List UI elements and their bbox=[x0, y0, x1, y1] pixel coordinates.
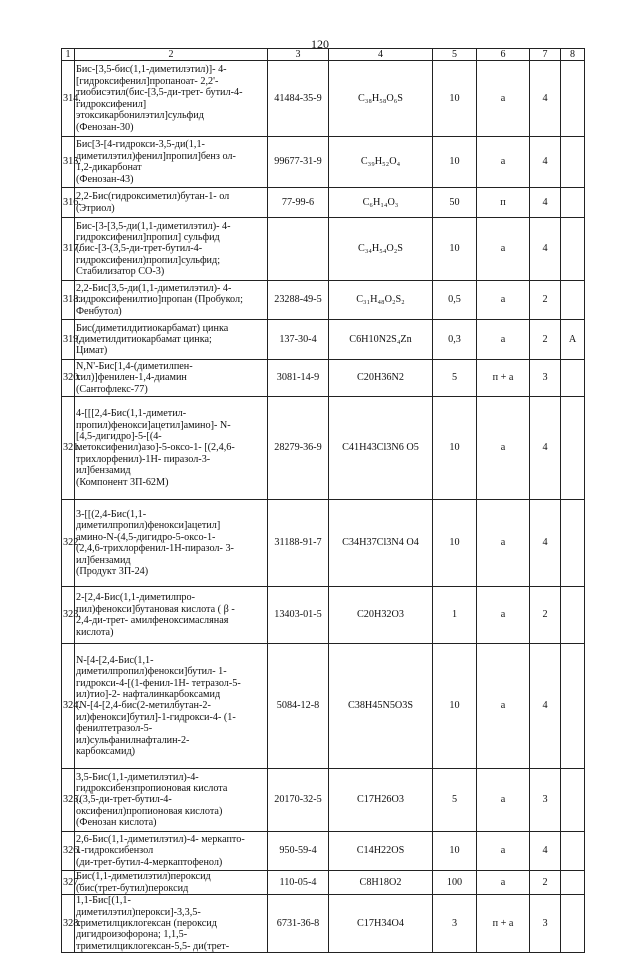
mac-value: 50 bbox=[433, 188, 477, 218]
substance-name-line: фенилтетразол-5- bbox=[76, 723, 153, 735]
row-number: 316. bbox=[62, 188, 75, 218]
substance-name-line: карбоксамид) bbox=[76, 746, 136, 758]
aggregate-state: п + а bbox=[477, 360, 530, 397]
substance-name-line: (N-[4-[2,4-бис(2-метилбутан-2- bbox=[76, 700, 211, 712]
chemical-formula: C17H26O3 bbox=[329, 769, 433, 832]
substances-table bbox=[61, 48, 585, 953]
note-mark bbox=[561, 832, 585, 871]
mac-value: 10 bbox=[433, 61, 477, 137]
aggregate-state: а bbox=[477, 644, 530, 769]
substance-name-line: ил]бензамид bbox=[76, 554, 131, 566]
chemical-formula: C₃₁H₄₈O₂S₂ bbox=[329, 281, 433, 320]
hazard-class: 3 bbox=[530, 360, 561, 397]
chemical-formula: C34H37Cl3N4 O4 bbox=[329, 500, 433, 587]
mac-value: 10 bbox=[433, 397, 477, 500]
substance-name bbox=[75, 61, 268, 137]
mac-value: 10 bbox=[433, 644, 477, 769]
chemical-formula: C20H36N2 bbox=[329, 360, 433, 397]
note-mark bbox=[561, 218, 585, 281]
note-mark bbox=[561, 137, 585, 188]
cas-number: 950-59-4 bbox=[268, 832, 329, 871]
table-row bbox=[62, 871, 585, 895]
substance-name bbox=[75, 188, 268, 218]
substance-name-line: Бис-[3-[3,5-ди(1,1-диметилэтил)- 4- bbox=[76, 220, 231, 232]
row-number: 321. bbox=[62, 397, 75, 500]
substance-name-line: трихлорфенил)-1Н- пиразол-3- bbox=[76, 453, 211, 465]
row-number: 315. bbox=[62, 137, 75, 188]
substance-name bbox=[75, 281, 268, 320]
aggregate-state: а bbox=[477, 769, 530, 832]
hazard-class: 4 bbox=[530, 218, 561, 281]
aggregate-state: п + а bbox=[477, 895, 530, 953]
substance-name-line: 2,4-ди-трет- амилфеноксимасляная bbox=[76, 615, 229, 627]
row-number: 320. bbox=[62, 360, 75, 397]
substance-name-line: 3-[[(2,4-Бис(1,1- bbox=[76, 508, 147, 520]
substance-name-line: пил)фенокси]бутановая кислота ( β - bbox=[76, 603, 235, 615]
table-row bbox=[62, 137, 585, 188]
column-number: 6 bbox=[477, 49, 530, 61]
substance-name-line: (бис-[3-(3,5-ди-трет-бутил-4- bbox=[76, 243, 203, 255]
substance-name-line: диметилэтил)фенил]пропил]бенз ол- bbox=[76, 150, 236, 162]
mac-value: 10 bbox=[433, 218, 477, 281]
hazard-class: 2 bbox=[530, 281, 561, 320]
substance-name-line: (2,4,6-трихлорфенил-1Н-пиразол- 3- bbox=[76, 543, 234, 555]
substance-name-line: 2,2-Бис(гидроксиметил)бутан-1- ол bbox=[76, 191, 230, 203]
aggregate-state: п bbox=[477, 188, 530, 218]
hazard-class: 4 bbox=[530, 61, 561, 137]
row-number: 328. bbox=[62, 895, 75, 953]
substance-name-line: гидроксибензпропионовая кислота bbox=[76, 783, 228, 795]
table-row bbox=[62, 895, 585, 953]
substance-name-line: тиобисэтил(бис-[3,5-ди-трет- бутил-4- bbox=[76, 87, 243, 99]
substance-name-line: гидроксифенил)пропил]сульфид; bbox=[76, 254, 221, 266]
substance-name-line: Цимат) bbox=[76, 345, 108, 357]
substance-name bbox=[75, 320, 268, 360]
aggregate-state: а bbox=[477, 587, 530, 644]
cas-number: 137-30-4 bbox=[268, 320, 329, 360]
mac-value: 0,3 bbox=[433, 320, 477, 360]
substance-name-line: 2,6-Бис(1,1-диметилэтил)-4- меркапто- bbox=[76, 834, 245, 846]
column-number: 5 bbox=[433, 49, 477, 61]
substance-name-line: гидроксифенилтио]пропан (Пробукол; bbox=[76, 294, 243, 306]
substance-name-line: гидроксифенил] bbox=[76, 98, 147, 110]
substance-name bbox=[75, 587, 268, 644]
chemical-formula: C6H10N2S₄Zn bbox=[329, 320, 433, 360]
substance-name-line: Стабилизатор СО-3) bbox=[76, 266, 165, 278]
table-row bbox=[62, 188, 585, 218]
note-mark: А bbox=[561, 320, 585, 360]
substance-name-line: N-[4-[2,4-Бис(1,1- bbox=[76, 654, 154, 666]
substance-name-line: Бис[3-[4-гидрокси-3,5-ди(1,1- bbox=[76, 139, 205, 151]
table-row bbox=[62, 397, 585, 500]
mac-value: 10 bbox=[433, 137, 477, 188]
hazard-class: 4 bbox=[530, 188, 561, 218]
chemical-formula: C14H22OS bbox=[329, 832, 433, 871]
aggregate-state: а bbox=[477, 500, 530, 587]
substance-name-line: Фенбутол) bbox=[76, 305, 122, 317]
substance-name-line: 2-[2,4-Бис(1,1-диметилпро- bbox=[76, 592, 195, 604]
table-row bbox=[62, 61, 585, 137]
cas-number: 77-99-6 bbox=[268, 188, 329, 218]
mac-value: 1 bbox=[433, 587, 477, 644]
chemical-formula: C₆H₁₄O₃ bbox=[329, 188, 433, 218]
substance-name bbox=[75, 644, 268, 769]
chemical-formula: C17H34O4 bbox=[329, 895, 433, 953]
cas-number: 3081-14-9 bbox=[268, 360, 329, 397]
chemical-formula: C20H32O3 bbox=[329, 587, 433, 644]
cas-number: 31188-91-7 bbox=[268, 500, 329, 587]
hazard-class: 4 bbox=[530, 500, 561, 587]
substance-name bbox=[75, 397, 268, 500]
cas-number: 5084-12-8 bbox=[268, 644, 329, 769]
note-mark bbox=[561, 61, 585, 137]
column-number: 3 bbox=[268, 49, 329, 61]
aggregate-state: а bbox=[477, 281, 530, 320]
cas-number: 20170-32-5 bbox=[268, 769, 329, 832]
mac-value: 5 bbox=[433, 769, 477, 832]
substance-name-line: N,N'-Бис[1,4-(диметилпен- bbox=[76, 361, 193, 373]
hazard-class: 4 bbox=[530, 397, 561, 500]
substance-name-line: диметилпропил)фенокси]бутил- 1- bbox=[76, 666, 227, 678]
substance-name-line: триметилциклогексан (пероксид bbox=[76, 918, 217, 930]
column-number: 4 bbox=[329, 49, 433, 61]
substance-name-line: 1-гидроксибензол bbox=[76, 845, 154, 857]
substance-name-line: ил)фенокси]бутил]-1-гидрокси-4- (1- bbox=[76, 711, 236, 723]
table-row bbox=[62, 218, 585, 281]
substance-name-line: Бис(1,1-диметилэтил)пероксид bbox=[76, 871, 211, 883]
mac-value: 0,5 bbox=[433, 281, 477, 320]
mac-value: 10 bbox=[433, 500, 477, 587]
substance-name-line: диметилпропил)фенокси]ацетил] bbox=[76, 520, 221, 532]
hazard-class: 3 bbox=[530, 895, 561, 953]
cas-number bbox=[268, 218, 329, 281]
cas-number: 28279-36-9 bbox=[268, 397, 329, 500]
aggregate-state: а bbox=[477, 218, 530, 281]
row-number: 327. bbox=[62, 871, 75, 895]
substance-name-line: (Фенозан кислота) bbox=[76, 817, 157, 829]
column-number: 1 bbox=[62, 49, 75, 61]
row-number: 317. bbox=[62, 218, 75, 281]
substance-name-line: Бис(диметилдитиокарбамат) цинка bbox=[76, 322, 229, 334]
aggregate-state: а bbox=[477, 61, 530, 137]
chemical-formula: C₃₄H₅₄O₂S bbox=[329, 218, 433, 281]
hazard-class: 2 bbox=[530, 871, 561, 895]
substance-name-line: (бис(трет-бутил)пероксид bbox=[76, 882, 189, 894]
note-mark bbox=[561, 188, 585, 218]
row-number: 319. bbox=[62, 320, 75, 360]
column-number: 8 bbox=[561, 49, 585, 61]
substance-name bbox=[75, 137, 268, 188]
substance-name-line: 3,5-Бис(1,1-диметилэтил)-4- bbox=[76, 771, 199, 783]
chemical-formula: C₃₈H₅₈O₆S bbox=[329, 61, 433, 137]
substance-name-line: гидрокси-4-[(1-фенил-1Н- тетразол-5- bbox=[76, 677, 241, 689]
note-mark bbox=[561, 769, 585, 832]
substance-name-line: (диметилдитиокарбамат цинка; bbox=[76, 333, 212, 345]
column-number: 2 bbox=[75, 49, 268, 61]
row-number: 322. bbox=[62, 500, 75, 587]
note-mark bbox=[561, 895, 585, 953]
mac-value: 3 bbox=[433, 895, 477, 953]
cas-number: 41484-35-9 bbox=[268, 61, 329, 137]
note-mark bbox=[561, 281, 585, 320]
substance-name-line: (Этриол) bbox=[76, 202, 115, 214]
table-row bbox=[62, 281, 585, 320]
substance-name-line: пропил)фенокси]ацетил]амино]- N- bbox=[76, 419, 231, 431]
note-mark bbox=[561, 397, 585, 500]
hazard-class: 3 bbox=[530, 769, 561, 832]
substance-name-line: тил)]фенилен-1,4-диамин bbox=[76, 372, 187, 384]
hazard-class: 4 bbox=[530, 832, 561, 871]
aggregate-state: а bbox=[477, 871, 530, 895]
hazard-class: 2 bbox=[530, 587, 561, 644]
aggregate-state: а bbox=[477, 397, 530, 500]
substance-name bbox=[75, 769, 268, 832]
note-mark bbox=[561, 644, 585, 769]
cas-number: 23288-49-5 bbox=[268, 281, 329, 320]
mac-value: 10 bbox=[433, 832, 477, 871]
cas-number: 13403-01-5 bbox=[268, 587, 329, 644]
substance-name bbox=[75, 832, 268, 871]
substance-name-line: метоксифенил)азо]-5-оксо-1- [(2,4,6- bbox=[76, 442, 235, 454]
hazard-class: 2 bbox=[530, 320, 561, 360]
substance-name bbox=[75, 895, 268, 953]
substance-name bbox=[75, 500, 268, 587]
aggregate-state: а bbox=[477, 832, 530, 871]
note-mark bbox=[561, 360, 585, 397]
column-number-row bbox=[62, 49, 585, 61]
substance-name-line: гидроксифенил]пропил] сульфид bbox=[76, 232, 220, 244]
substance-name-line: (Компонент 3П-62М) bbox=[76, 476, 169, 488]
mac-value: 100 bbox=[433, 871, 477, 895]
substance-name-line: кислота) bbox=[76, 626, 114, 638]
substance-name-line: (Продукт 3П-24) bbox=[76, 566, 149, 578]
mac-value: 5 bbox=[433, 360, 477, 397]
aggregate-state: а bbox=[477, 320, 530, 360]
table-row bbox=[62, 769, 585, 832]
note-mark bbox=[561, 587, 585, 644]
row-number: 314. bbox=[62, 61, 75, 137]
row-number: 318. bbox=[62, 281, 75, 320]
substance-name-line: диметилэтил)перокси]-3,3,5- bbox=[76, 906, 201, 918]
row-number: 323. bbox=[62, 587, 75, 644]
substance-name bbox=[75, 218, 268, 281]
table-row bbox=[62, 360, 585, 397]
row-number: 326. bbox=[62, 832, 75, 871]
row-number: 324. bbox=[62, 644, 75, 769]
page-number: 120 bbox=[311, 37, 329, 51]
substance-name-line: (Фенозан-30) bbox=[76, 121, 134, 133]
column-number: 7 bbox=[530, 49, 561, 61]
hazard-class: 4 bbox=[530, 644, 561, 769]
substance-name-line: 4-[[[2,4-Бис(1,1-диметил- bbox=[76, 408, 187, 420]
substance-name-line: (Фенозан-43) bbox=[76, 173, 134, 185]
substance-name-line: (Сантофлекс-77) bbox=[76, 383, 148, 395]
chemical-formula: C41H43Cl3N6 O5 bbox=[329, 397, 433, 500]
chemical-formula: C8H18O2 bbox=[329, 871, 433, 895]
substance-name-line: ил]бензамид bbox=[76, 465, 131, 477]
substance-name-line: (ди-трет-бутил-4-меркаптофенол) bbox=[76, 856, 223, 868]
note-mark bbox=[561, 500, 585, 587]
row-number: 325. bbox=[62, 769, 75, 832]
substance-name-line: ил)тио]-2- нафталинкарбоксамид bbox=[76, 689, 221, 701]
cas-number: 99677-31-9 bbox=[268, 137, 329, 188]
substance-name-line: этоксикарбонилэтил]сульфид bbox=[76, 110, 204, 122]
substance-name-line: триметилциклогексан-5,5- ди(трет- bbox=[76, 940, 230, 952]
table-row bbox=[62, 587, 585, 644]
table-row bbox=[62, 644, 585, 769]
substance-name-line: Бис-[3,5-бис(1,1-диметилэтил)]- 4- bbox=[76, 64, 227, 76]
substance-name-line: [гидроксифенил]пропаноат- 2,2'- bbox=[76, 75, 219, 87]
substance-name-line: дигидроизофорона; 1,1,5- bbox=[76, 929, 188, 941]
cas-number: 6731-36-8 bbox=[268, 895, 329, 953]
hazard-class: 4 bbox=[530, 137, 561, 188]
substance-name-line: ил)сульфанилнафталин-2- bbox=[76, 734, 190, 746]
substance-name-line: ((3,5-ди-трет-бутил-4- bbox=[76, 794, 172, 806]
table-row bbox=[62, 832, 585, 871]
substance-name-line: 1,1-Бис[(1,1- bbox=[76, 895, 131, 907]
substance-name-line: 1,2-дикарбонат bbox=[76, 162, 142, 174]
substance-name-line: оксифенил)пропионовая кислота) bbox=[76, 805, 223, 817]
chemical-formula: C38H45N5O3S bbox=[329, 644, 433, 769]
aggregate-state: а bbox=[477, 137, 530, 188]
substance-name-line: 2,2-Бис[3,5-ди(1,1-диметилэтил)- 4- bbox=[76, 283, 232, 295]
cas-number: 110-05-4 bbox=[268, 871, 329, 895]
note-mark bbox=[561, 871, 585, 895]
substance-name-line: амино-N-(4,5-дигидро-5-оксо-1- bbox=[76, 531, 216, 543]
substance-name bbox=[75, 871, 268, 895]
table-row bbox=[62, 500, 585, 587]
substance-name-line: [4,5-дигидро]-5-[(4- bbox=[76, 431, 162, 443]
table-row bbox=[62, 320, 585, 360]
substance-name bbox=[75, 360, 268, 397]
chemical-formula: C₃₉H₅₂O₄ bbox=[329, 137, 433, 188]
